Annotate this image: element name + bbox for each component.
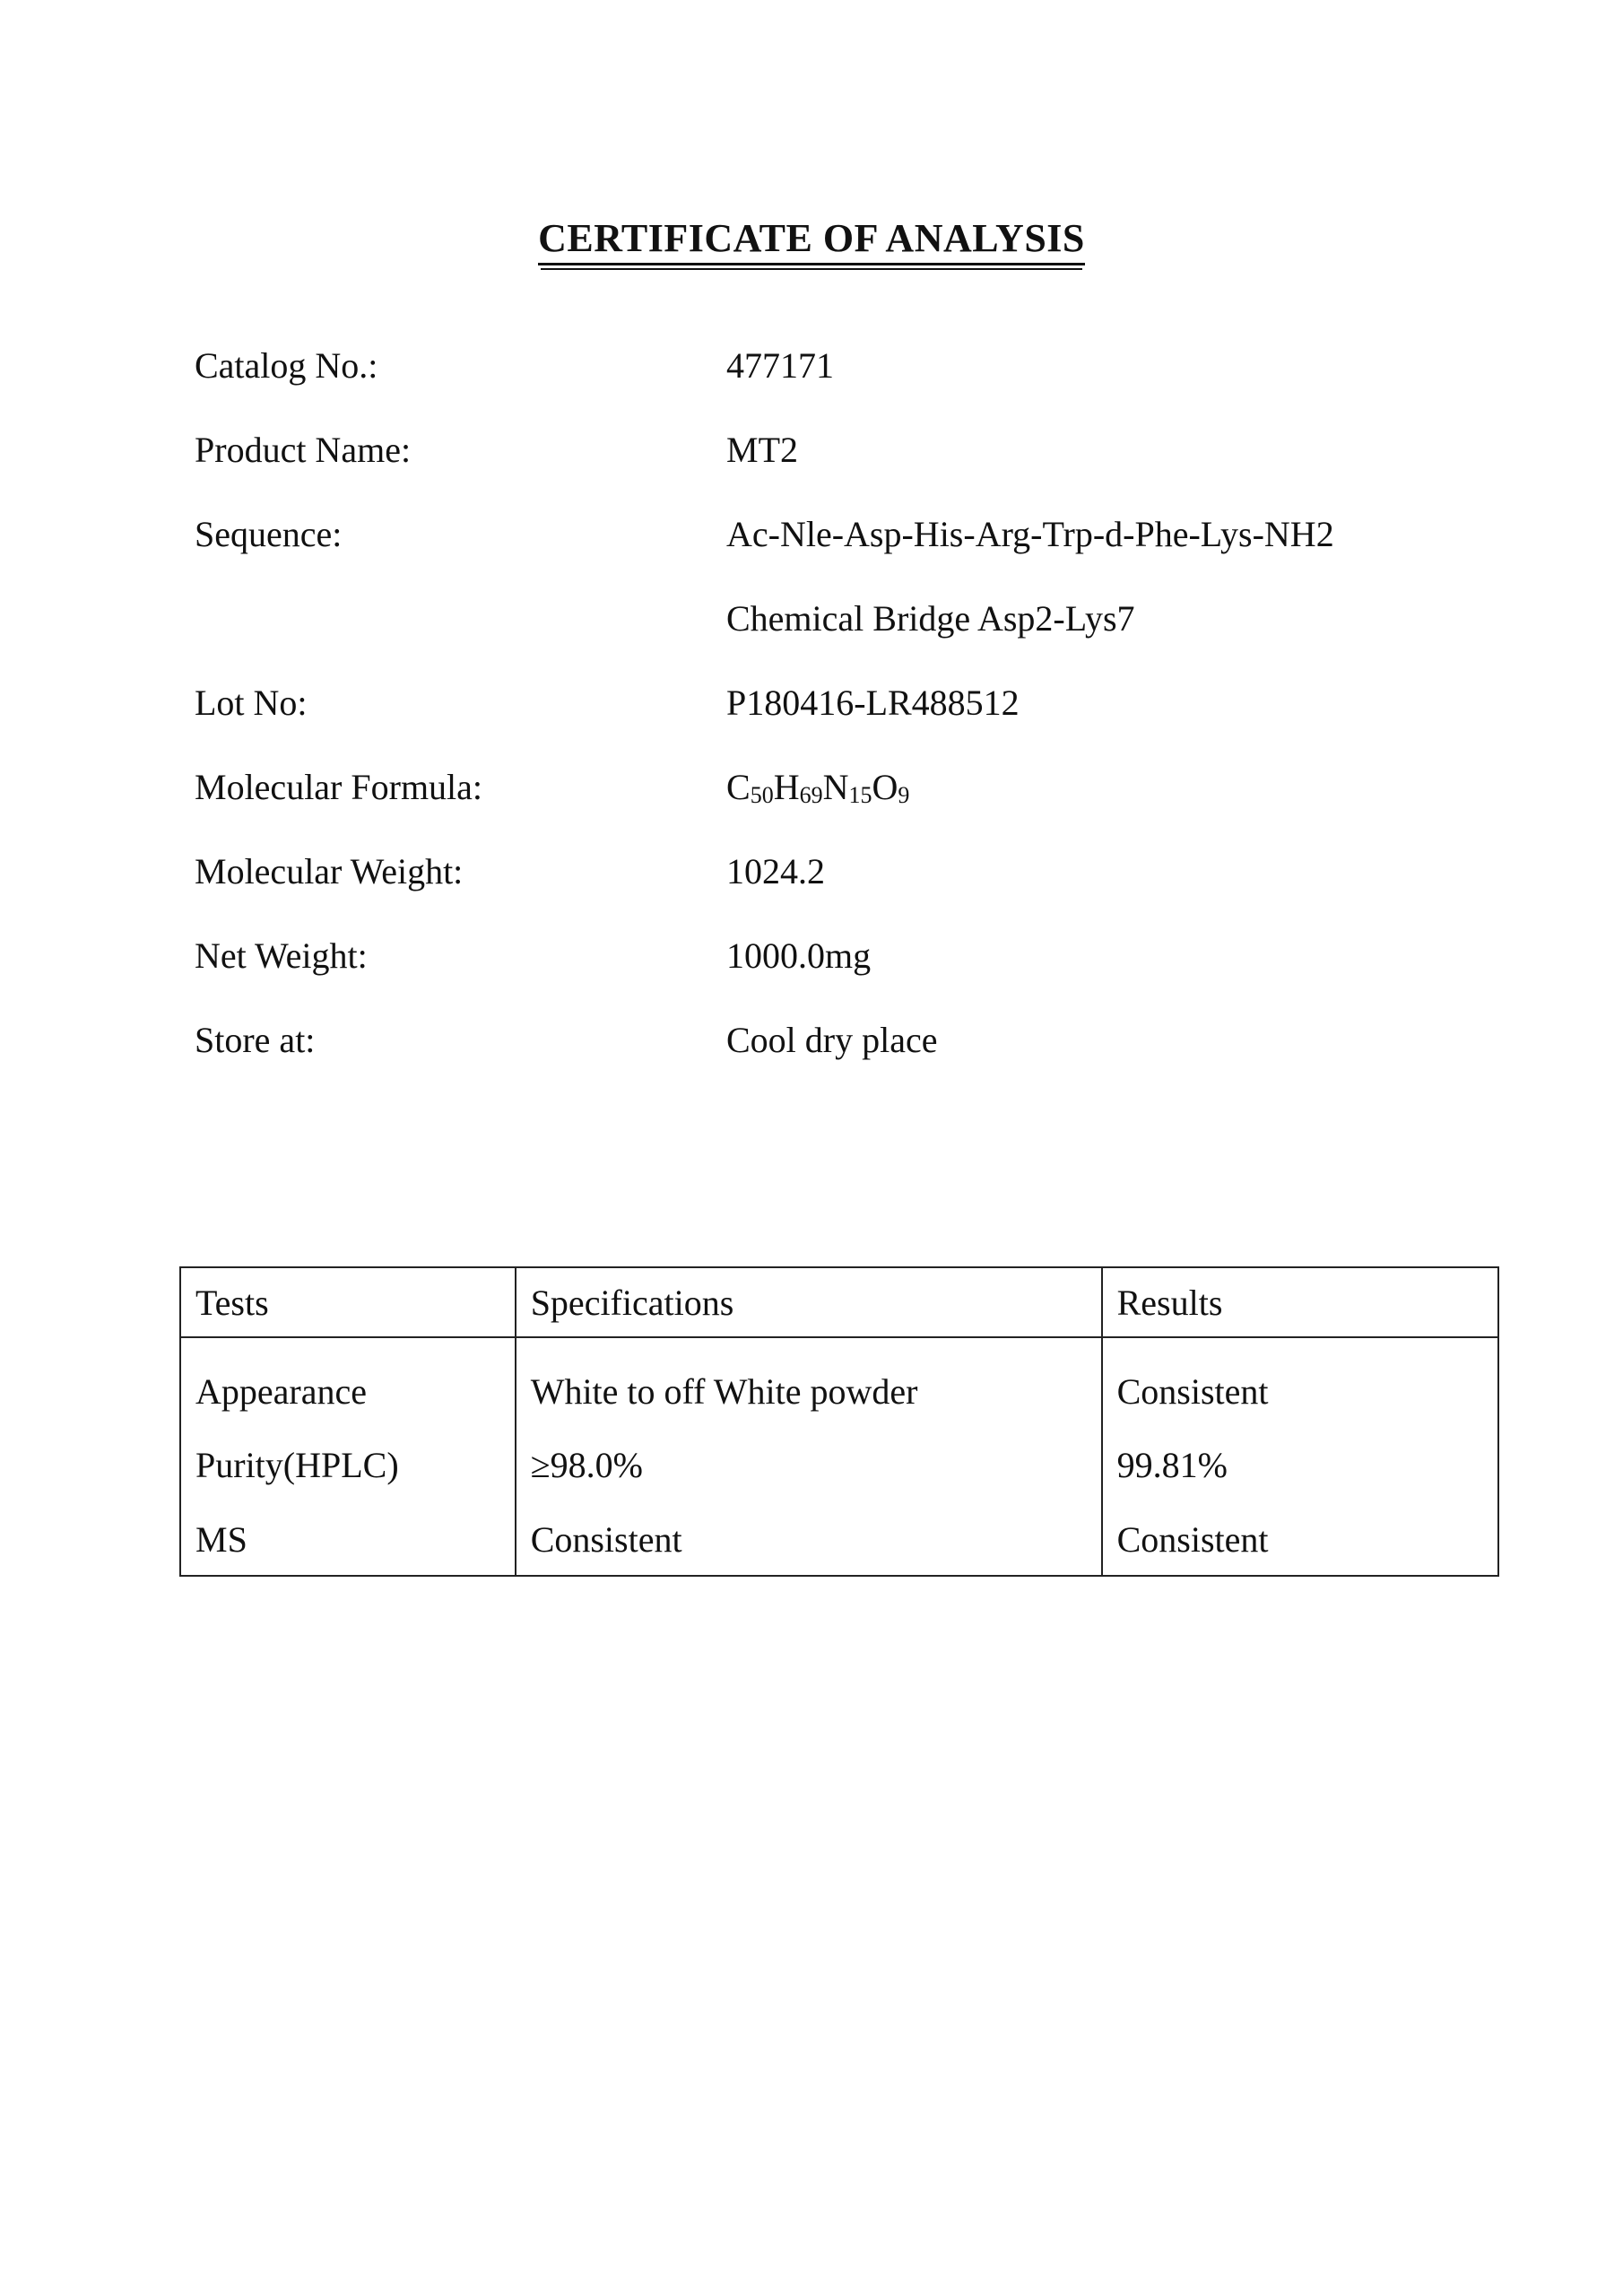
lot-no-value: P180416-LR488512 (726, 683, 1020, 723)
product-name-value: MT2 (726, 430, 798, 470)
catalog-value: 477171 (726, 345, 834, 386)
test-cell: Purity(HPLC) (180, 1426, 516, 1503)
product-name-label: Product Name: (195, 430, 412, 470)
net-weight-value: 1000.0mg (726, 935, 872, 976)
header-results: Results (1102, 1267, 1498, 1337)
info-row-catalog (195, 339, 1450, 393)
specification-cell: ≥98.0% (516, 1426, 1102, 1503)
header-specifications: Specifications (516, 1267, 1102, 1337)
formula-element-c: C (726, 767, 751, 807)
info-row-lot-no (195, 676, 1450, 730)
molecular-weight-value: 1024.2 (726, 851, 825, 891)
result-cell: Consistent (1102, 1503, 1498, 1576)
formula-count-n: 15 (848, 782, 872, 808)
sequence-value: Ac-Nle-Asp-His-Arg-Trp-d-Phe-Lys-NH2 (726, 514, 1334, 554)
info-row-product-name (195, 423, 1450, 477)
sequence-bridge-value: Chemical Bridge Asp2-Lys7 (726, 598, 1135, 639)
molecular-formula-value (726, 761, 909, 814)
test-cell: MS (180, 1503, 516, 1576)
results-table (179, 1266, 1499, 1577)
formula-element-o: O (872, 767, 898, 807)
formula-count-o: 9 (898, 782, 910, 808)
formula-count-h: 69 (799, 782, 823, 808)
lot-no-label: Lot No: (195, 683, 308, 723)
document-title: CERTIFICATE OF ANALYSIS (0, 215, 1623, 265)
table-header-row (180, 1267, 1498, 1337)
store-at-label: Store at: (195, 1020, 316, 1060)
molecular-weight-label: Molecular Weight: (195, 851, 464, 891)
info-row-molecular-formula (195, 761, 1450, 814)
net-weight-label: Net Weight: (195, 935, 368, 976)
test-cell: Appearance (180, 1337, 516, 1426)
table-row (180, 1426, 1498, 1503)
formula-element-h: H (773, 767, 800, 807)
formula-count-c: 50 (750, 782, 774, 808)
info-row-sequence-bridge (195, 592, 1450, 646)
result-cell: 99.81% (1102, 1426, 1498, 1503)
molecular-formula-label: Molecular Formula: (195, 767, 483, 807)
result-cell: Consistent (1102, 1337, 1498, 1426)
info-row-net-weight (195, 929, 1450, 983)
formula-element-n: N (822, 767, 849, 807)
store-at-value: Cool dry place (726, 1020, 938, 1060)
sequence-label: Sequence: (195, 514, 343, 554)
header-tests: Tests (180, 1267, 516, 1337)
info-row-store-at (195, 1013, 1450, 1067)
specification-cell: White to off White powder (516, 1337, 1102, 1426)
info-row-molecular-weight (195, 845, 1450, 899)
catalog-label: Catalog No.: (195, 345, 378, 386)
info-row-sequence (195, 508, 1450, 561)
table-row (180, 1337, 1498, 1426)
specification-cell: Consistent (516, 1503, 1102, 1576)
table-row (180, 1503, 1498, 1576)
